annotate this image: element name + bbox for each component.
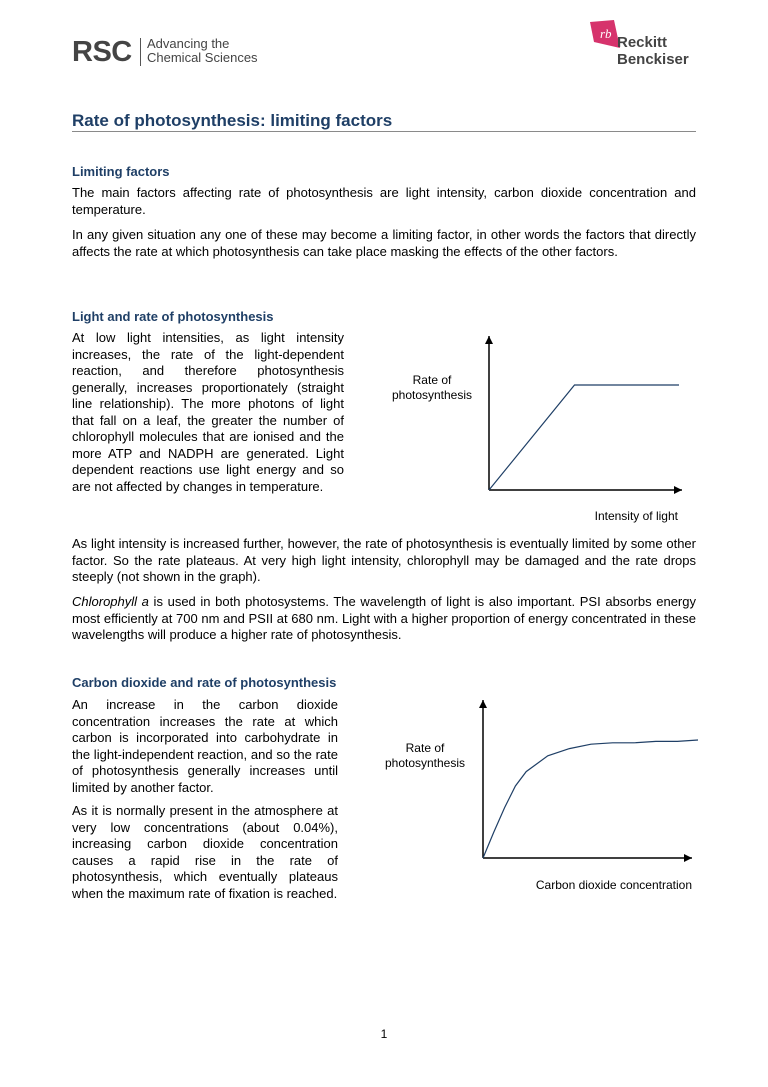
light-section-para3 (72, 594, 696, 644)
page-number: 1 (380, 1027, 388, 1041)
light-section-heading: Light and rate of photosynthesis (72, 309, 274, 324)
rb-wordmark-line1: Reckitt (617, 34, 668, 51)
co2-chart-ylabel-line1: Rate of (405, 741, 445, 755)
co2-chart-ylabel-line2: photosynthesis (384, 756, 466, 770)
co2-chart-axes (479, 700, 692, 862)
co2-section-para1: An increase in the carbon dioxide concentration increases the rate at which carbon is incorporated into carbohydrate in the light-independent reaction, and so the rate of photosynthesis generally increases until limited by another factor. (72, 697, 338, 795)
co2-chart-xlabel: Carbon dioxide concentration (535, 878, 692, 892)
x-axis-arrow (674, 486, 682, 494)
y-axis-arrow (485, 336, 493, 344)
rsc-tagline-line1: Advancing the (147, 36, 230, 51)
rb-wordmark-line2: Benckiser (617, 51, 689, 68)
limiting-factors-heading: Limiting factors (72, 164, 170, 179)
y-axis-arrow (479, 700, 487, 708)
rsc-logo-divider (140, 38, 141, 66)
light-section-para1: At low light intensities, as light intensity increases, the rate of the light-dependent reaction, and therefore photosynthesis generally, increases proportionately (straight line relationship). The more photons of light that fall on a leaf, the greater the number of chlorophyll molecules that are ionised and the more ATP and NADPH are generated. Light dependent reactions use light energy and so are not affected by changes in temperature. (72, 330, 344, 494)
co2-section-para2: As it is normally present in the atmosphere at very low concentrations (about 0.04%), increasing carbon dioxide concentration causes a rapid rise in the rate of photosynthesis, which eventually plateaus when the maximum rate of fixation is reached. (72, 803, 338, 901)
x-axis-arrow (684, 854, 692, 862)
co2-chart (372, 696, 698, 898)
title-rule (72, 131, 696, 132)
limiting-factors-para2: In any given situation any one of these may become a limiting factor, in other words the factors that directly affects the rate at which photosynthesis can take place masking the effects of the other factors. (72, 227, 696, 259)
light-chart-ylabel-line2: photosynthesis (391, 388, 473, 402)
co2-section-heading: Carbon dioxide and rate of photosynthesis (72, 675, 337, 690)
rsc-tagline-line2: Chemical Sciences (147, 50, 258, 65)
rsc-tagline (147, 37, 258, 65)
rb-logo-monogram: rb (600, 26, 612, 41)
co2-chart-line (483, 740, 698, 858)
limiting-factors-para1: The main factors affecting rate of photosynthesis are light intensity, carbon dioxide concentration and temperature. (72, 185, 696, 217)
light-chart-axes (485, 336, 682, 494)
light-chart-line (489, 385, 679, 490)
light-chart-xlabel: Intensity of light (594, 509, 678, 523)
chlorophyll-a-term: Chlorophyll a (72, 594, 149, 609)
light-section-para3-rest: is used in both photosystems. The wavelength of light is also important. PSI absorbs energy most efficiently at 700 nm and PSII at 680 nm. Light with a higher proportion of energy concentrated in these wavelengths will produce a higher rate of photosynthesis. (72, 594, 696, 642)
light-section-para2: As light intensity is increased further, however, the rate of photosynthesis is eventually limited by some other factor. So the rate plateaus. At very high light intensity, chlorophyll may be damaged and the rate drops steeply (not shown in the graph). (72, 536, 696, 584)
light-chart (378, 332, 698, 524)
light-chart-ylabel-line1: Rate of (412, 373, 452, 387)
page-title: Rate of photosynthesis: limiting factors (72, 111, 393, 130)
rsc-logo: RSC (72, 36, 132, 68)
rb-wordmark (617, 34, 689, 68)
